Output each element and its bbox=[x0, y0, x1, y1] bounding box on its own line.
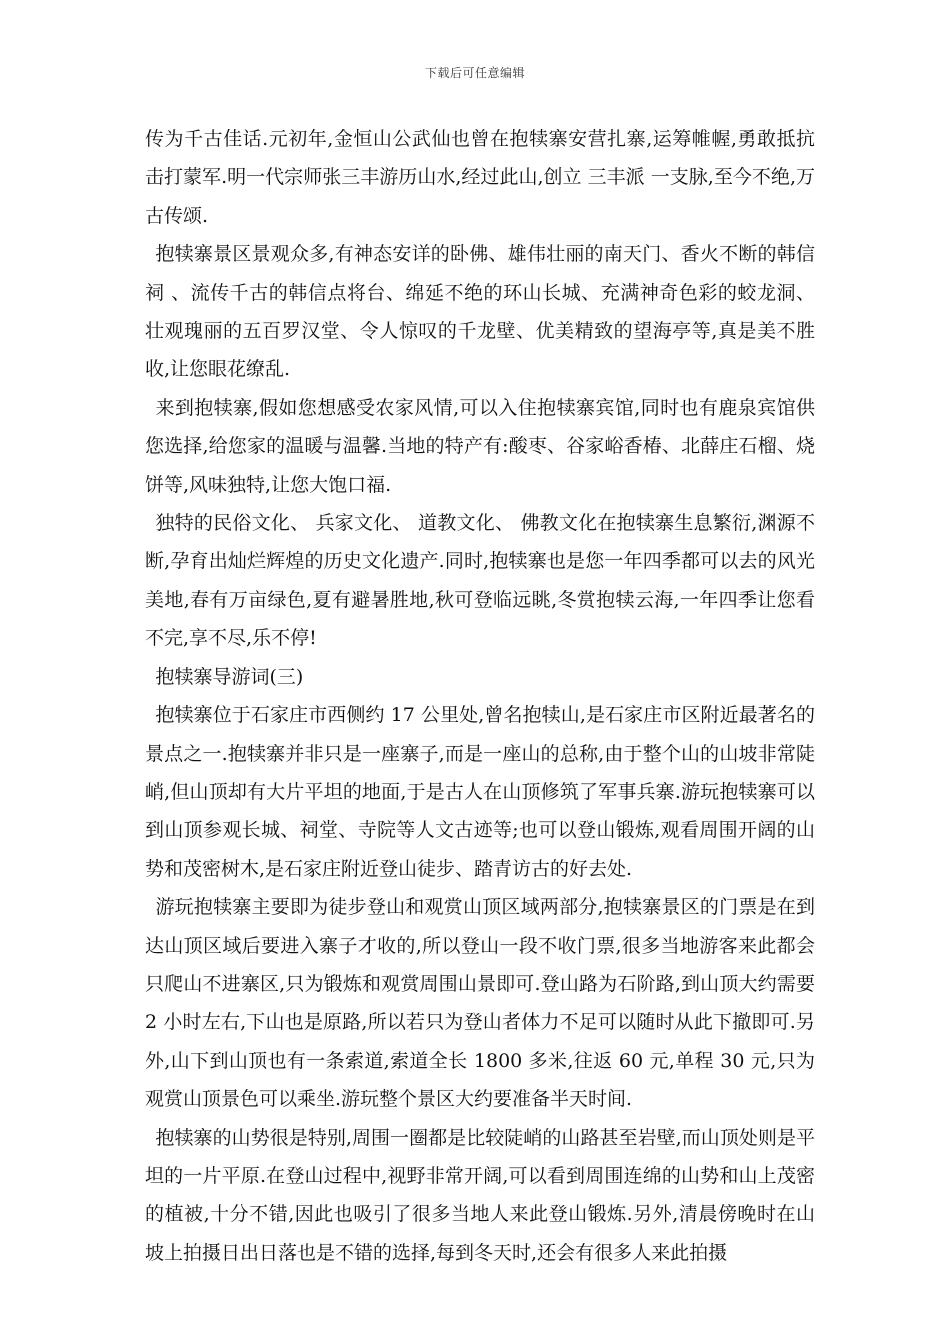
paragraph: 抱犊寨景区景观众多,有神态安详的卧佛、雄伟壮丽的南天门、香火不断的韩信祠 、流传千古的韩信点将台、绵延不绝的环山长城、充满神奇色彩的蛟龙洞、壮观瑰丽的五百罗汉堂、令人惊叹的千龙壁、优美精致的望海亭等,真是美不胜收,让您眼花缭乱. bbox=[145, 243, 815, 381]
paragraph: 独特的民俗文化、 兵家文化、 道教文化、 佛教文化在抱犊寨生息繁衍,渊源不断,孕育出灿烂辉煌的历史文化遗产.同时,抱犊寨也是您一年四季都可以去的风光美地,春有万亩绿色,夏有避暑胜地,秋可登临远眺,冬赏抱犊云海,一年四季让您看不完,享不尽,乐不停! bbox=[145, 512, 815, 650]
section-heading: 抱犊寨导游词(三) bbox=[155, 665, 304, 688]
paragraph: 抱犊寨位于石家庄市西侧约 17 公里处,曾名抱犊山,是石家庄市区附近最著名的景点之一.抱犊寨并非只是一座寨子,而是一座山的总称,由于整个山的山坡非常陡峭,但山顶却有大片平坦的地面,于是古人在山顶修筑了军事兵寨.游玩抱犊寨可以到山顶参观长城、祠堂、寺院等人文古迹等;也可以登山锻炼,观看周围开阔的山势和茂密树木,是石家庄附近登山徒步、踏青访古的好去处. bbox=[145, 704, 815, 880]
paragraph: 游玩抱犊寨主要即为徒步登山和观赏山顶区域两部分,抱犊寨景区的门票是在到达山顶区域后要进入寨子才收的,所以登山一段不收门票,很多当地游客来此都会只爬山不进寨区,只为锻炼和观赏周围山景即可.登山路为石阶路,到山顶大约需要 2 小时左右,下山也是原路,所以若只为登山者体力不足可以随时从此下撤即可.另外,山下到山顶也有一条索道,索道全长 1800 多米,往返 60 元,单程 30 元,只为观赏山顶景色可以乘坐.游玩整个景区大约要准备半天时间. bbox=[145, 896, 822, 1111]
document-body bbox=[145, 120, 822, 1272]
page-header: 下载后可任意编辑 bbox=[424, 66, 525, 80]
paragraph: 来到抱犊寨,假如您想感受农家风情,可以入住抱犊寨宾馆,同时也有鹿泉宾馆供您选择,给您家的温暖与温馨.当地的特产有:酸枣、谷家峪香椿、北薛庄石榴、烧饼等,风味独特,让您大饱口福. bbox=[145, 396, 815, 496]
paragraph: 传为千古佳话.元初年,金恒山公武仙也曾在抱犊寨安营扎寨,运筹帷幄,勇敢抵抗击打蒙军.明一代宗师张三丰游历山水,经过此山,创立 三丰派 一支脉,至今不绝,万古传颂. bbox=[145, 128, 815, 227]
paragraph: 抱犊寨的山势很是特别,周围一圈都是比较陡峭的山路甚至岩壁,而山顶处则是平坦的一片平原.在登山过程中,视野非常开阔,可以看到周围连绵的山势和山上茂密的植被,十分不错,因此也吸引了很多当地人来此登山锻炼.另外,清晨傍晚时在山坡上拍摄日出日落也是不错的选择,每到冬天时,还会有很多人来此拍摄 bbox=[145, 1126, 815, 1264]
